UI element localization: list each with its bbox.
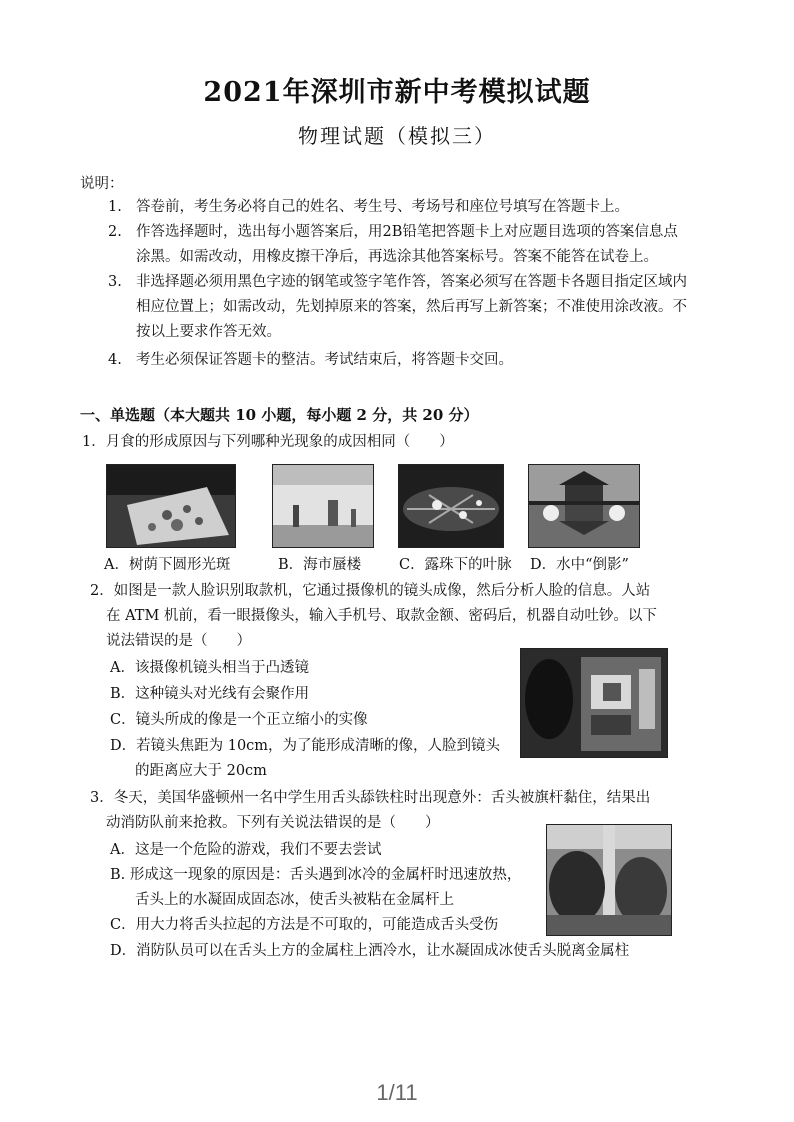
q2-option-c: C．镜头所成的像是一个正立缩小的实像 <box>110 712 368 728</box>
note-text: 作答选择题时，选出每小题答案后，用2B铅笔把答题卡上对应题目选项的答案信息点涂黑。如需改动，用橡皮擦干净后，再选涂其他答案标号。答案不能答在试卷上。 <box>136 224 678 265</box>
q1-photo-d <box>528 464 640 548</box>
q1-option-d: D．水中“倒影” <box>530 557 629 573</box>
page-title: 2021年深圳市新中考模拟试题 <box>203 77 591 108</box>
q2-atm-photo <box>520 648 668 758</box>
q1-photo-b <box>272 464 374 548</box>
q3-option-b-cont: 舌头上的水凝固成固态冰，使舌头被粘在金属杆上 <box>135 892 454 908</box>
q3-option-a: A．这是一个危险的游戏，我们不要去尝试 <box>110 842 382 858</box>
note-item <box>108 348 688 373</box>
q1-option-c: C．露珠下的叶脉 <box>399 557 512 573</box>
q1-photo-a <box>106 464 236 548</box>
q1-options <box>0 553 794 578</box>
page-indicator: 1/11 <box>376 1080 418 1105</box>
note-item <box>108 220 688 270</box>
note-number: 4. <box>108 352 122 368</box>
q1-stem: 1．月食的形成原因与下列哪种光现象的成因相同（ ） <box>82 434 454 450</box>
q1-option-b: B．海市蜃楼 <box>278 557 362 573</box>
q2-stem-line: 2．如图是一款人脸识别取款机，它通过摄像机的镜头成像，然后分析人脸的信息。人站 <box>90 583 651 599</box>
q2-stem-line: 说法错误的是（ ） <box>106 633 251 649</box>
q3-stem-line: 3．冬天，美国华盛顿州一名中学生用舌头舔铁柱时出现意外：舌头被旗杆黏住，结果出 <box>90 790 651 806</box>
note-text: 答卷前，考生务必将自己的姓名、考生号、考场号和座位号填写在答题卡上。 <box>136 199 629 215</box>
q2-option-b: B．这种镜头对光线有会聚作用 <box>110 686 310 702</box>
note-text: 非选择题必须用黑色字迹的钢笔或签字笔作答，答案必须写在答题卡各题目指定区域内相应位置上；如需改动，先划掉原来的答案，然后再写上新答案；不准使用涂改液。不按以上要求作答无效。 <box>136 274 687 340</box>
page-subtitle: 物理试题（模拟三） <box>298 124 496 148</box>
note-text: 考生必须保证答题卡的整洁。考试结束后，将答题卡交回。 <box>136 352 513 368</box>
note-number: 2. <box>108 224 122 240</box>
q1-option-a: A．树荫下圆形光斑 <box>104 557 231 573</box>
q3-option-b: B. 形成这一现象的原因是：舌头遇到冰冷的金属杆时迅速放热， <box>110 867 522 883</box>
notes-label: 说明： <box>80 176 124 192</box>
note-number: 3. <box>108 274 122 290</box>
note-item <box>108 195 688 220</box>
q1-photo-c <box>398 464 504 548</box>
section-title: 一、单选题（本大题共 10 小题，每小题 2 分，共 20 分） <box>80 406 479 424</box>
q3-stem-line: 动消防队前来抢救。下列有关说法错误的是（ ） <box>106 815 440 831</box>
q3-option-c: C．用大力将舌头拉起的方法是不可取的，可能造成舌头受伤 <box>110 917 499 933</box>
q2-option-a: A．该摄像机镜头相当于凸透镜 <box>110 660 309 676</box>
q2-stem-line: 在 ATM 机前，看一眼摄像头，输入手机号、取款金额、密码后，机器自动吐钞。以下 <box>106 608 657 624</box>
q2-option-d-cont: 的距离应大于 20cm <box>135 763 267 779</box>
q2-option-d: D．若镜头焦距为 10cm，为了能形成清晰的像，人脸到镜头 <box>110 738 501 754</box>
note-item <box>108 270 688 345</box>
q3-tongue-pole-photo <box>546 824 672 936</box>
q3-option-d: D．消防队员可以在舌头上方的金属柱上洒冷水，让水凝固成冰使舌头脱离金属柱 <box>110 943 630 959</box>
note-number: 1. <box>108 199 122 215</box>
